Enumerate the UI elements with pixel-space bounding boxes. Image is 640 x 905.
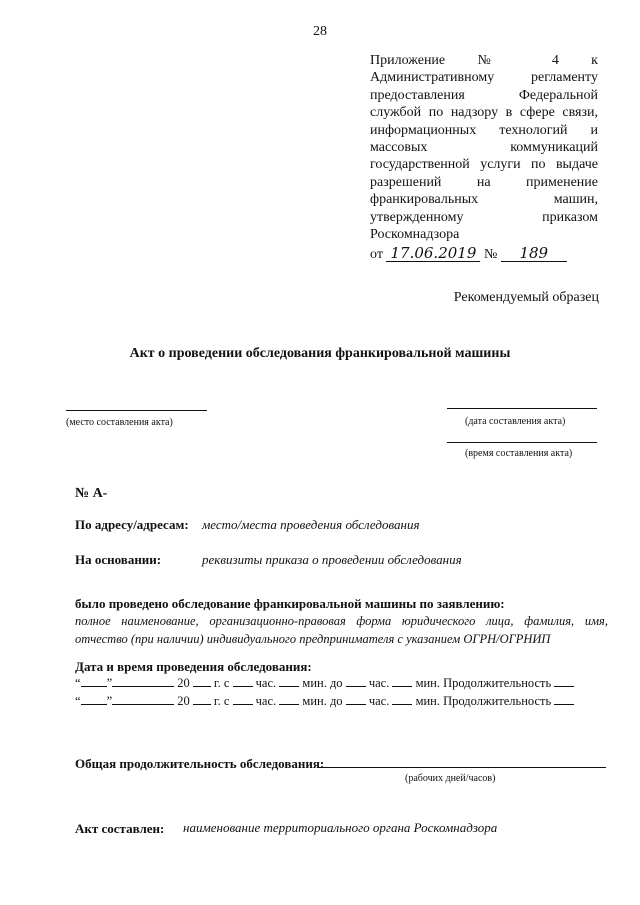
minute-from-blank[interactable] (279, 694, 299, 705)
from-label: г. с (213, 694, 230, 708)
appendix-line: франкировальных машин, (370, 192, 598, 208)
duration-label: мин. Продолжительность (415, 676, 552, 690)
duration-label: мин. Продолжительность (415, 694, 552, 708)
hours-label: час. (255, 694, 277, 708)
day-blank[interactable] (81, 676, 107, 687)
act-number: № А- (75, 486, 108, 501)
month-blank[interactable] (112, 694, 174, 705)
address-value: место/места проведения обследования (202, 517, 420, 532)
appendix-line: Административному регламенту (370, 70, 598, 86)
statement-heading: было проведено обследование франкировальной машины по заявлению: (75, 596, 505, 611)
minute-to-blank[interactable] (392, 694, 412, 705)
quote-open: “ (75, 676, 81, 690)
composed-value: наименование территориального органа Роскомнадзора (183, 820, 498, 835)
address-label: По адресу/адресам: (75, 517, 189, 532)
appendix-line: массовых коммуникаций (370, 140, 598, 156)
datetime-row (75, 694, 574, 709)
from-label: от (370, 247, 383, 263)
date-caption: (дата составления акта) (465, 416, 566, 427)
year-blank[interactable] (193, 676, 211, 687)
year-blank[interactable] (193, 694, 211, 705)
duration-blank[interactable] (554, 676, 574, 687)
minute-from-blank[interactable] (279, 676, 299, 687)
sample-label: Рекомендуемый образец (453, 290, 599, 305)
minute-to-blank[interactable] (392, 676, 412, 687)
day-blank[interactable] (81, 694, 107, 705)
hours-label: час. (368, 676, 390, 690)
quote-open: “ (75, 694, 81, 708)
basis-label: На основании: (75, 552, 162, 567)
min-to-label: мин. до (302, 676, 343, 690)
hour-from-blank[interactable] (233, 694, 253, 705)
appendix-line: утвержденному приказом (370, 209, 598, 225)
month-blank[interactable] (112, 676, 174, 687)
appendix-line: предоставления Федеральной (370, 87, 598, 103)
datetime-row (75, 676, 574, 691)
from-label: г. с (213, 676, 230, 690)
order-date: 17.06.2019 (386, 245, 480, 262)
total-duration-label: Общая продолжительность обследования: (75, 756, 325, 771)
appendix-line: государственной услуги по выдаче (370, 157, 598, 173)
appendix-line: разрешений на применение (370, 174, 598, 190)
time-line[interactable] (447, 442, 597, 443)
datetime-heading: Дата и время проведения обследования: (75, 659, 312, 674)
place-caption: (место составления акта) (66, 417, 173, 428)
composed-label: Акт составлен: (75, 821, 165, 836)
hours-label: час. (255, 676, 277, 690)
total-duration-line[interactable] (318, 767, 606, 768)
number-label: № (483, 247, 498, 263)
order-number: 189 (501, 245, 567, 262)
appendix-block (370, 52, 598, 264)
appendix-line: информационных технологий и (370, 122, 598, 138)
quote-close: ” (106, 676, 113, 690)
basis-value: реквизиты приказа о проведении обследования (202, 552, 462, 567)
hour-from-blank[interactable] (233, 676, 253, 687)
min-to-label: мин. до (302, 694, 343, 708)
statement-line-1: полное наименование, организационно-правовая форма юридического лица, фамилия, имя, (75, 614, 608, 628)
year-label: 20 (177, 676, 190, 690)
page-number: 28 (313, 24, 327, 39)
hour-to-blank[interactable] (346, 694, 366, 705)
appendix-line: службой по надзору в сфере связи, (370, 105, 598, 121)
year-label: 20 (177, 694, 190, 708)
statement-line-2: отчество (при наличии) индивидуального предпринимателя с указанием ОГРН/ОГРНИП (75, 632, 551, 646)
date-line[interactable] (447, 408, 597, 409)
time-caption: (время составления акта) (465, 448, 573, 459)
hour-to-blank[interactable] (346, 676, 366, 687)
hours-label: час. (368, 694, 390, 708)
place-line[interactable] (66, 410, 207, 411)
duration-blank[interactable] (554, 694, 574, 705)
quote-close: ” (106, 694, 113, 708)
appendix-line: Приложение № 4 к (370, 53, 598, 68)
order-reference (370, 245, 598, 263)
total-duration-caption: (рабочих дней/часов) (405, 773, 496, 784)
document-title: Акт о проведении обследования франкировальной машины (129, 346, 511, 361)
appendix-line: Роскомнадзора (370, 227, 460, 243)
